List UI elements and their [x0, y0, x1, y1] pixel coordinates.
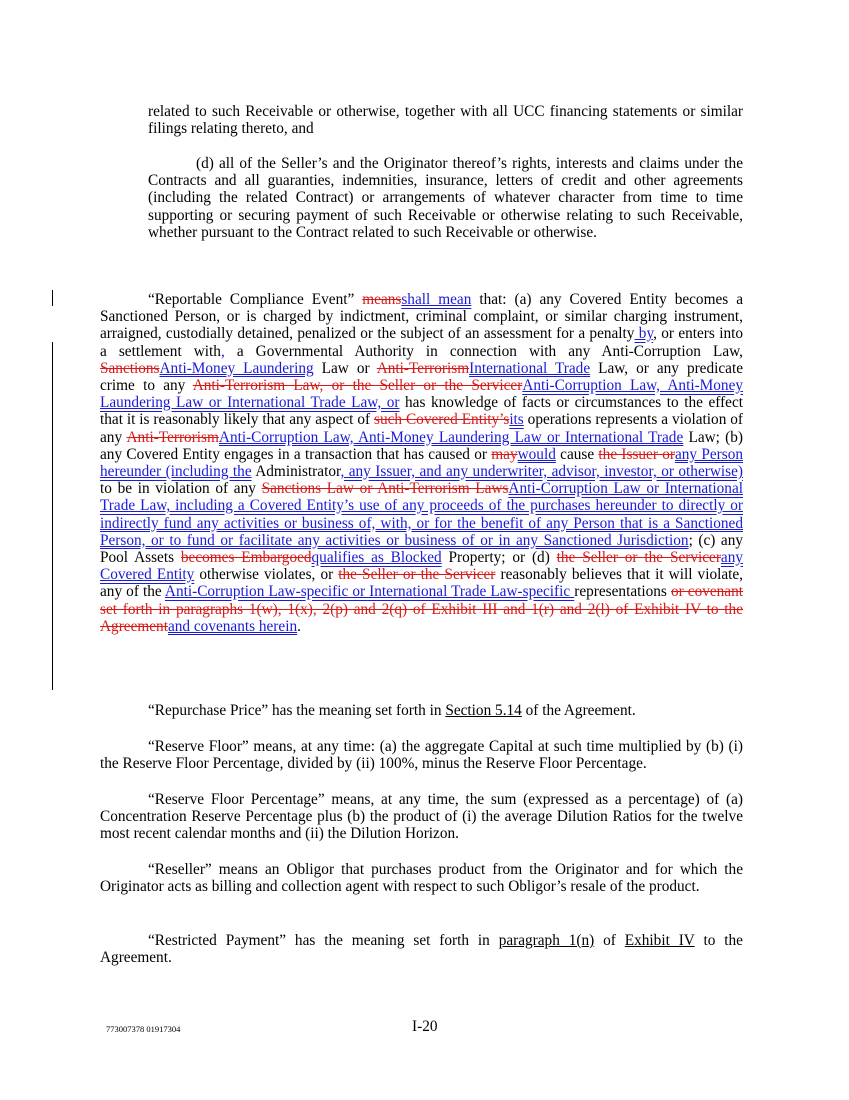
definition-reserve-floor: “Reserve Floor” means, at any time: (a) the aggregate Capital at such time multiplied by (b) (i) the Reserve Floor Percentage, divided by (ii) 100%, minus the Reserve Floor Percentage. [100, 738, 743, 773]
definition-restricted-payment: “Restricted Payment” has the meaning set forth in paragraph 1(n) of Exhibit IV to the Agreement. [100, 932, 743, 967]
definition-reportable-compliance-event: “Reportable Compliance Event” meansshall mean that: (a) any Covered Entity becomes a Sanctioned Person, or is charged by indictment, criminal complaint, or similar charging instrument, arraigned, custodially detained, penalized or the subject of an assessment for a penalty by, or enters into a settlement with, a Governmental Authority in connection with any Anti-Corruption Law, SanctionsAnti-Money Laundering Law or Anti-TerrorismInternational Trade Law, or any predicate crime to any Anti-Terrorism Law, or the Seller or the ServicerAnti-Corruption Law, Anti-Money Laundering Law or International Trade Law, or has knowledge of facts or circumstances to the effect that it is reasonably likely that any aspect of such Covered Entity’sits operations represents a violation of any Anti-TerrorismAnti-Corruption Law, Anti-Money Laundering Law or International Trade Law; (b) any Covered Entity engages in a transaction that has caused or maywould cause the Issuer orany Person hereunder (including the Administrator, any Issuer, and any underwriter, advisor, investor, or otherwise) to be in violation of any Sanctions Law or Anti-Terrorism LawsAnti-Corruption Law or International Trade Law, including a Covered Entity’s use of any proceeds of the purchases hereunder to directly or indirectly fund any activities or business of, with, or for the benefit of any Person that is a Sanctioned Person, or to fund or facilitate any activities or business of or in any Sanctioned Jurisdiction; (c) any Pool Assets becomes Embargoedqualifies as Blocked Property; or (d) the Seller or the Servicerany Covered Entity otherwise violates, or the Seller or the Servicer reasonably believes that it will violate, any of the Anti-Corruption Law-specific or International Trade Law-specific representations or covenant set forth in paragraphs 1(w), 1(x), 2(p) and 2(q) of Exhibit III and 1(r) and 2(l) of Exhibit IV to the Agreementand covenants herein. [100, 291, 744, 635]
paragraph-ucc-filings: related to such Receivable or otherwise, together with all UCC financing statements or similar filings relating thereto, and [148, 103, 743, 138]
change-bar [52, 290, 53, 306]
exhibit-iv-link[interactable]: Exhibit IV [624, 932, 695, 949]
footer-document-id: 773007378 01917304 [106, 1024, 181, 1034]
change-bar [52, 342, 53, 690]
definition-repurchase-price: “Repurchase Price” has the meaning set forth in Section 5.14 of the Agreement. [148, 702, 636, 719]
footer-page-number: I-20 [412, 1018, 438, 1035]
section-5-14-link[interactable]: Section 5.14 [445, 702, 522, 719]
definition-reseller: “Reseller” means an Obligor that purchases product from the Originator and for which the Originator acts as billing and collection agent with respect to such Obligor’s resale of the product. [100, 861, 743, 896]
paragraph-seller-rights: (d) all of the Seller’s and the Originator thereof’s rights, interests and claims under the Contracts and all guaranties, indemnities, insurance, letters of credit and other agreements (including the related Contract) or arrangements of whatever character from time to time supporting or securing payment of such Receivable or otherwise relating to such Receivable, whether pursuant to the Contract related to such Receivable or otherwise. [148, 155, 743, 241]
paragraph-1n-link[interactable]: paragraph 1(n) [498, 932, 595, 949]
definition-reserve-floor-percentage: “Reserve Floor Percentage” means, at any time, the sum (expressed as a percentage) of (a) Concentration Reserve Percentage plus (b) the product of (i) the average Dilution Ratios for the twelve most recent calendar months and (ii) the Dilution Horizon. [100, 791, 743, 843]
